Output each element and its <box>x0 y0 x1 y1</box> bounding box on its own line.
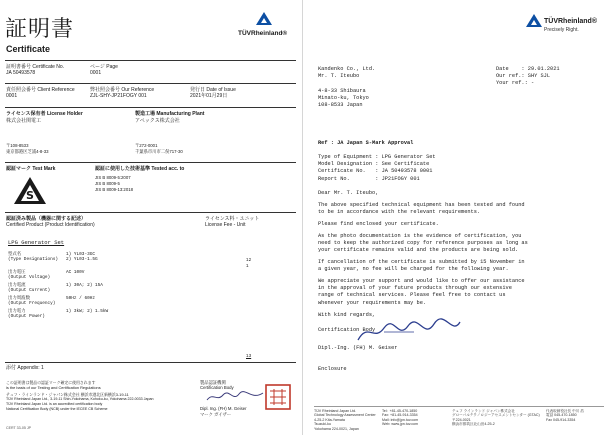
letter-signature-icon <box>354 318 464 346</box>
product-label-en: Certified Product (Product Identification) <box>6 222 95 228</box>
mark-label: 認証マーク Test Mark <box>6 166 56 172</box>
spec-value: 1) YL03-3GC 2) YL03-1.5G <box>66 252 98 263</box>
plant-label: 製造工場 Manufacturing Plant <box>135 111 205 117</box>
holder-name: 株式会社関電工 <box>6 118 42 124</box>
tuv-logo <box>236 10 296 42</box>
holder-addr1: 〒108-8533 <box>6 143 29 148</box>
letter-para-2: Please find enclosed your certificate. <box>318 221 439 227</box>
svg-text:S: S <box>26 189 34 202</box>
letter-enclosure: Enclosure <box>318 366 347 372</box>
footer-col-2: Tel: +81-45-470-1850 Fax: +81-45-914-3354 Mail: info@jpn.tuv.com Web: www.jpn.tuv.com <box>382 409 419 427</box>
footer-col-1: TÜV Rheinland Japan Ltd. Global Technology Assessment Center 4-25-2 Kita-Yamata Tsuzuki-ku Yokohama 224-0021, Japan <box>314 409 376 431</box>
holder-label: ライセンス保有者 License Holder <box>6 111 83 117</box>
certificate-title-en: Certificate <box>6 44 51 54</box>
letter-closing: With kind regards, <box>318 312 376 318</box>
accreditation: TÜV Rheinland Japan Ltd. is an accredited certification body <box>6 402 103 406</box>
letter-subject: Ref : JA Japan S-Mark Approval <box>318 140 414 146</box>
letter-para-3: As the photo documentation is the evidence of certification, you need to keep the authorized copy for reference purposes as long as your certificate remains valid and the products are being sold. <box>318 233 528 254</box>
cert-signer-jp: マーク ガイザー <box>200 412 232 417</box>
letter-signer: Dipl.-Ing. (FH) M. Geiser <box>318 345 398 351</box>
letter-para-4: If cancellation of the certificate is submitted by 15 November in a given year, no fee will be charged for the following year. <box>318 259 525 273</box>
cert-body-en: Certification Body <box>200 385 234 390</box>
page-label: ページ Page <box>90 64 118 70</box>
tuv-brand: TÜVRheinland® <box>238 30 288 37</box>
spec-label: 型式名 (Type Designations) <box>8 252 59 263</box>
spec-label: 出力電圧 (Output Voltage) <box>8 270 51 281</box>
license-label-en: License Fee - Unit <box>205 222 246 228</box>
spec-label: 出力電力 (Output Power) <box>8 309 45 320</box>
cert-body-label: 製品認証機関 <box>200 380 226 385</box>
client-ref-label: 責任照会番号 Client Reference <box>6 87 75 93</box>
letter-greeting: Dear Mr. T. Iteubo, <box>318 190 379 196</box>
footer-en: is the basis of our Testing and Certification Regulations <box>6 385 101 390</box>
tested-label: 認証に使用した技術基準 Tested acc. to <box>95 166 185 172</box>
certificate-title: 証明書 <box>5 17 75 42</box>
count-label: 13 <box>246 354 252 359</box>
license-fee-1: 12 <box>246 258 252 263</box>
letter-tagline: Precisely Right. <box>544 27 579 33</box>
our-ref-label: 弊社照会番号 Our Reference <box>90 87 155 93</box>
company-line-2: TÜV Rheinland Japan Ltd., 3-19-11 Shin-Yokohama, Kohoku-ku, Yokohama 222-0033 Japan <box>6 397 154 401</box>
letter-brand: TÜVRheinland® <box>544 18 597 25</box>
plant-addr2: 千葉県市川市二俣717-30 <box>135 149 183 154</box>
cert-no-value: JA 50493578 <box>6 70 36 76</box>
signature-icon <box>205 390 265 404</box>
spec-value: 1) 30A; 2) 15A <box>66 283 103 288</box>
footer-jp: この証明書は製品の認証マーク確定に使用されます <box>6 380 96 385</box>
footer-col-3: テュフ ラインランド ジャパン株式会社 グローバルテクノロジーアセスメントセンター (GTAC) 〒224-0021 横浜市都筑区北山田4-25-2 <box>452 409 540 427</box>
cert-no-label: 証明書番号 Certificate No. <box>6 64 65 70</box>
s-mark-icon <box>10 174 50 208</box>
letter-address: Kandenko Co., Ltd. Mr. T. Iteubo 4-8-33 Shibaura Minato-ku, Tokyo 108-8533 Japan <box>318 66 376 109</box>
standard-1: JIS B 8009-5:2007 <box>95 175 131 180</box>
seal-stamp-icon <box>264 383 292 411</box>
product-name: LPG Generator Set <box>8 239 65 246</box>
letter-tuv-triangle-icon <box>526 14 542 27</box>
spec-value: 1) 3kW; 2) 1.5kW <box>66 309 109 314</box>
letter-page <box>304 0 610 435</box>
cert-code: CERT 33-05 JP <box>6 426 32 430</box>
page-value: 0001 <box>90 70 102 76</box>
spec-label: 出力周波数 (Output Frequency) <box>8 296 56 307</box>
client-ref-value: 0001 <box>6 93 18 99</box>
plant-addr1: 〒272-0001 <box>135 143 158 148</box>
letter-para-1: The above specified technical equipment has been tested and found to be in accordance with the relevant requirements. <box>318 202 525 216</box>
spec-value: 50Hz / 60Hz <box>66 296 95 301</box>
product-label: 認証済み製品（機器に関する記述） <box>6 216 87 222</box>
plant-name: アペックス株式会社 <box>135 118 180 124</box>
license-fee-2: 1 <box>246 264 249 269</box>
letter-body: Certification Body <box>318 327 376 333</box>
license-label: ライセンス料・ユニット <box>205 216 260 222</box>
letter-date-block: Date : 29.01.2021 Our ref.: SHY SJL Your ref.: - <box>496 66 560 87</box>
date-label: 発行日 Date of Issue <box>190 87 236 93</box>
standard-3: JIS B 8009-13:2018 <box>95 187 133 192</box>
company-line: テュフ・ラインランド・ジャパン株式会社 横浜市港北区新横浜3-19-11 <box>6 392 129 397</box>
standard-2: JIS B 8009-5 <box>95 181 120 186</box>
letter-para-5: We appreciate your support and would like to offer our assistance in the approval of your future products through our extensive range of technical services. Please feel free to contact us whenever your requirements may be. <box>318 278 525 306</box>
our-ref-value: ZJL-SHY-JP21FOGY 001 <box>90 93 147 99</box>
accreditation-2: National Certification Body (NCB) under the IECEE CB Scheme <box>6 407 108 411</box>
certificate-page <box>0 0 303 435</box>
letter-ref-block: Type of Equipment : LPG Generator Set Model Designation : See Certificate Certificate No. : JA 50493578 0001 Report No. : JP21FOGY 001 <box>318 154 436 182</box>
spec-label: 出力電流 (Output Current) <box>8 283 51 294</box>
tuv-triangle-icon <box>256 12 272 25</box>
letter-logo <box>526 12 606 40</box>
appendix-label: 添付 Appendix: 1 <box>6 365 44 371</box>
holder-addr2: 東京都港区芝浦4-8-33 <box>6 149 49 154</box>
spec-value: AC 100V <box>66 270 85 275</box>
cert-signer: Dipl. Ing. (FH) M. Geiser <box>200 406 247 411</box>
date-value: 2021年01月29日 <box>190 93 228 99</box>
footer-col-4: 代表取締役社長 中川 浩 電話 045-470-1850 Fax 045-914-3354 <box>546 409 584 422</box>
